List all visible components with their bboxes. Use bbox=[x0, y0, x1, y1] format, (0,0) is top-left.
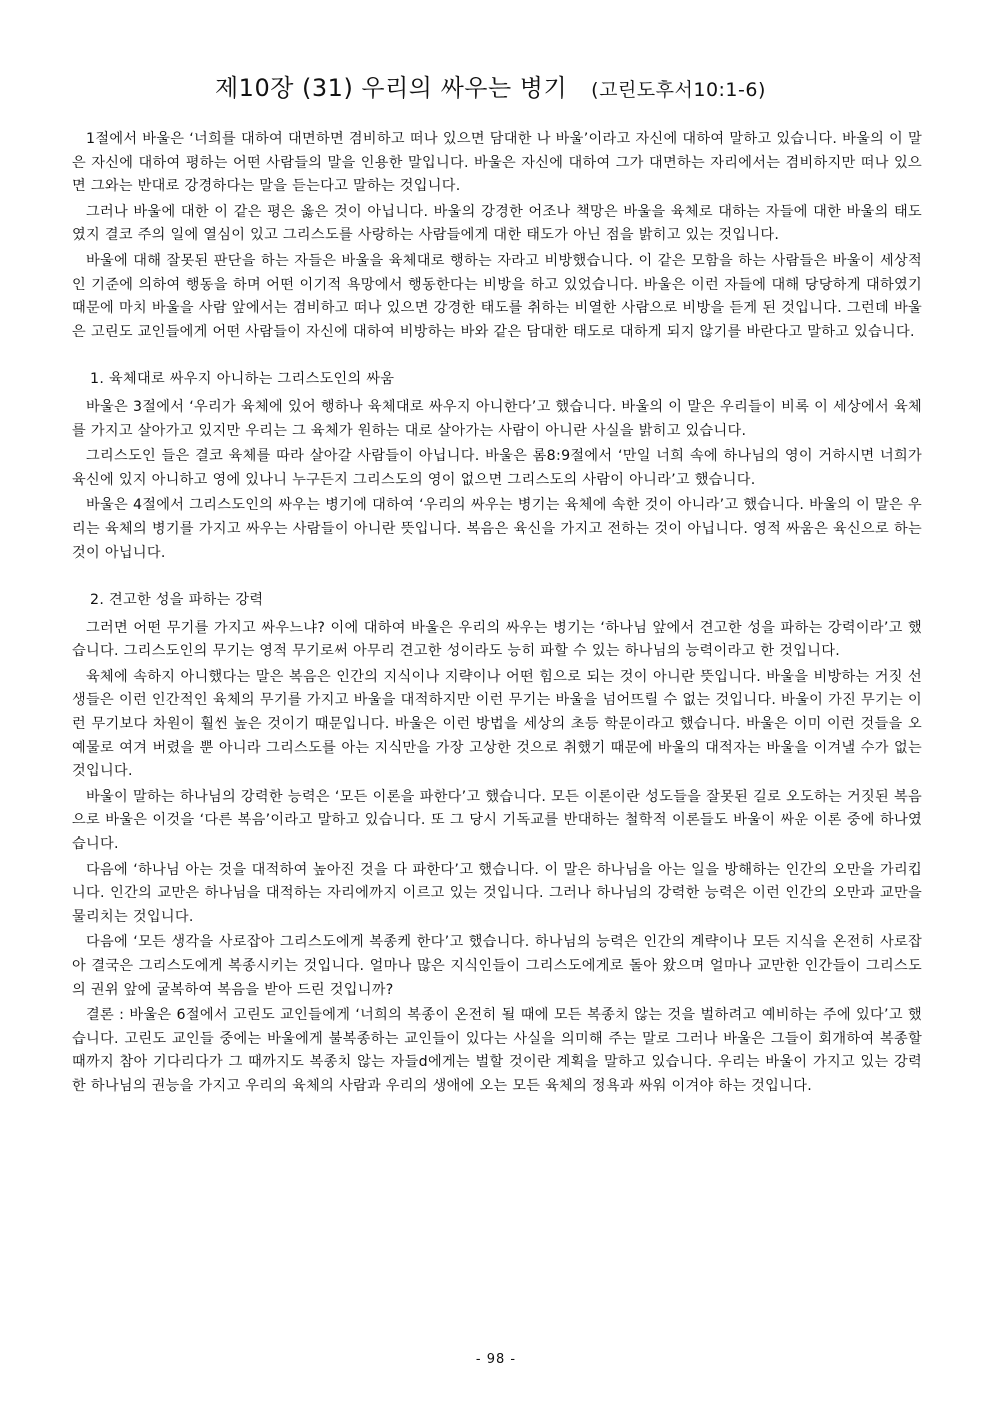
section-heading-2: 2. 견고한 성을 파하는 강력 bbox=[90, 592, 264, 609]
intro-paragraph: 1절에서 바울은 ‘너희를 대하여 대면하면 겸비하고 떠나 있으면 담대한 나 바울’이라고 자신에 대하여 말하고 있습니다. 바울의 이 말은 자신에 대하여 평하는 어떤 사람들의 말을 인용한 말입니다. 바울은 자신에 대하여 그가 대면하는 자리에서는 겸비하지만 떠나 있으면 그와는 반대로 강경하다는 말을 듣는다고 말하는 것입니다. bbox=[72, 131, 922, 195]
section-1-paragraph: 그리스도인 들은 결코 육체를 따라 살아갈 사람들이 아닙니다. 바울은 롬8:9절에서 ‘만일 너희 속에 하나님의 영이 거하시면 너희가 육신에 있지 아니하고 영에 있나니 누구든지 그리스도의 영이 없으면 그리스도의 사람이 아니라’고 했습니다. bbox=[72, 448, 922, 488]
document-body bbox=[72, 128, 922, 1101]
page-number: - 98 - bbox=[475, 1352, 517, 1367]
section-2-paragraph: 바울이 말하는 하나님의 강력한 능력은 ‘모든 이론을 파한다’고 했습니다. 모든 이론이란 성도들을 잘못된 길로 오도하는 거짓된 복음으로 바울은 이것을 ‘다른 복음’이라고 말하고 있습니다. 또 그 당시 기독교를 반대하는 철학적 이론들도 바울이 싸운 이론 중에 하나였습니다. bbox=[72, 788, 922, 853]
section-1-paragraph: 바울은 4절에서 그리스도인의 싸우는 병기에 대하여 ‘우리의 싸우는 병기는 육체에 속한 것이 아니라’고 했습니다. 바울의 이 말은 우리는 육체의 병기를 가지고 싸우는 사람들이 아니란 뜻입니다. 복음은 육신을 가지고 전하는 것이 아닙니다. 영적 싸움은 육신으로 하는 것이 아닙니다. bbox=[72, 497, 922, 561]
scripture-reference: (고린도후서10:1-6) bbox=[591, 79, 766, 101]
section-1-paragraph: 바울은 3절에서 ‘우리가 육체에 있어 행하나 육체대로 싸우지 아니한다’고 했습니다. 바울의 이 말은 우리들이 비록 이 세상에서 육체를 가지고 살아가고 있지만 우리는 그 육체가 원하는 대로 살아가는 사람이 아니란 사실을 밝히고 있습니다. bbox=[72, 398, 922, 439]
section-2-paragraph: 다음에 ‘모든 생각을 사로잡아 그리스도에게 복종케 한다’고 했습니다. 하나님의 능력은 인간의 계략이나 모든 지식을 온전히 사로잡아 결국은 그리스도에게 복종시키는 것입니다. 얼마나 많은 지식인들이 그리스도에게로 돌아 왔으며 얼마나 교만한 인간들이 그리스도의 권위 앞에 굴복하여 복음을 받아 드린 것입니까? bbox=[72, 934, 922, 998]
chapter-title: 제10장 (31) 우리의 싸우는 병기 bbox=[215, 74, 568, 102]
conclusion-paragraph: 결론 : 바울은 6절에서 고린도 교인들에게 ‘너희의 복종이 온전히 될 때에 모든 복종치 않는 것을 벌하려고 예비하는 주에 있다’고 했습니다. 고린도 교인들 중에는 바울에게 불복종하는 교인들이 있다는 사실을 의미해 주는 말로 그러나 바울은 그들이 회개하여 복종할 때까지 참아 기다리다가 그 때까지도 복종치 않는 자들d에게는 벌할 것이란 계획을 말하고 있습니다. 우리는 바울이 가지고 있는 강력한 하나님의 권능을 가지고 우리의 육체의 사람과 우리의 생애에 오는 모든 육체의 정욕과 싸워 이겨야 하는 것입니다. bbox=[72, 1007, 922, 1094]
section-2-paragraph: 그러면 어떤 무기를 가지고 싸우느냐? 이에 대하여 바울은 우리의 싸우는 병기는 ‘하나님 앞에서 견고한 성을 파하는 강력이라’고 했습니다. 그리스도인의 무기는 영적 무기로써 아무리 견고한 성이라도 능히 파할 수 있는 하나님의 능력이라고 한 것입니다. bbox=[72, 619, 922, 660]
section-2-paragraph: 다음에 ‘하나님 아는 것을 대적하여 높아진 것을 다 파한다’고 했습니다. 이 말은 하나님을 아는 일을 방해하는 인간의 오만을 가리킵니다. 인간의 교만은 하나님을 대적하는 자리에까지 이르고 있는 것입니다. 그러나 하나님의 강력한 능력은 이런 인간의 오만과 교만을 물리치는 것입니다. bbox=[72, 861, 922, 925]
section-heading-1: 1. 육체대로 싸우지 아니하는 그리스도인의 싸움 bbox=[90, 371, 395, 388]
intro-paragraph: 그러나 바울에 대한 이 같은 평은 옳은 것이 아닙니다. 바울의 강경한 어조나 책망은 바울을 육체로 대하는 자들에 대한 바울의 태도였지 결코 주의 일에 열심이 있고 그리스도를 사랑하는 사람들에게 대한 태도가 아닌 점을 밝히고 있는 것입니다. bbox=[72, 203, 922, 244]
page-title bbox=[215, 68, 935, 103]
section-2-paragraph: 육체에 속하지 아니했다는 말은 복음은 인간의 지식이나 지략이나 어떤 힘으로 되는 것이 아니란 뜻입니다. 바울을 비방하는 거짓 선생들은 이런 인간적인 육체의 무기를 가지고 바울을 대적하지만 이런 무기는 바울을 넘어뜨릴 수 없는 것입니다. 바울이 가진 무기는 이런 무기보다 차원이 훨씬 높은 것이기 때문입니다. 바울은 이런 방법을 세상의 초등 학문이라고 했습니다. 바울은 이미 이런 것들을 오예물로 여겨 버렸을 뿐 아니라 그리스도를 아는 지식만을 가장 고상한 것으로 취했기 때문에 바울의 대적자는 바울을 이겨낼 수가 없는 것입니다. bbox=[72, 668, 922, 780]
intro-paragraph: 바울에 대해 잘못된 판단을 하는 자들은 바울을 육체대로 행하는 자라고 비방했습니다. 이 같은 모함을 하는 사람들은 바울이 세상적인 기준에 의하여 행동을 하며 어떤 이기적 욕망에서 행동한다는 비방을 하고 있었습니다. 바울은 이런 자들에 대해 당당하게 대하였기 때문에 마치 바울을 사람 앞에서는 겸비하고 떠나 있으면 강경한 태도를 취하는 비열한 사람으로 비방을 듣게 된 것입니다. 그런데 바울은 고린도 교인들에게 어떤 사람들이 자신에 대하여 비방하는 바와 같은 담대한 태도로 대하게 되지 않기를 바란다고 말하고 있습니다. bbox=[72, 252, 922, 340]
